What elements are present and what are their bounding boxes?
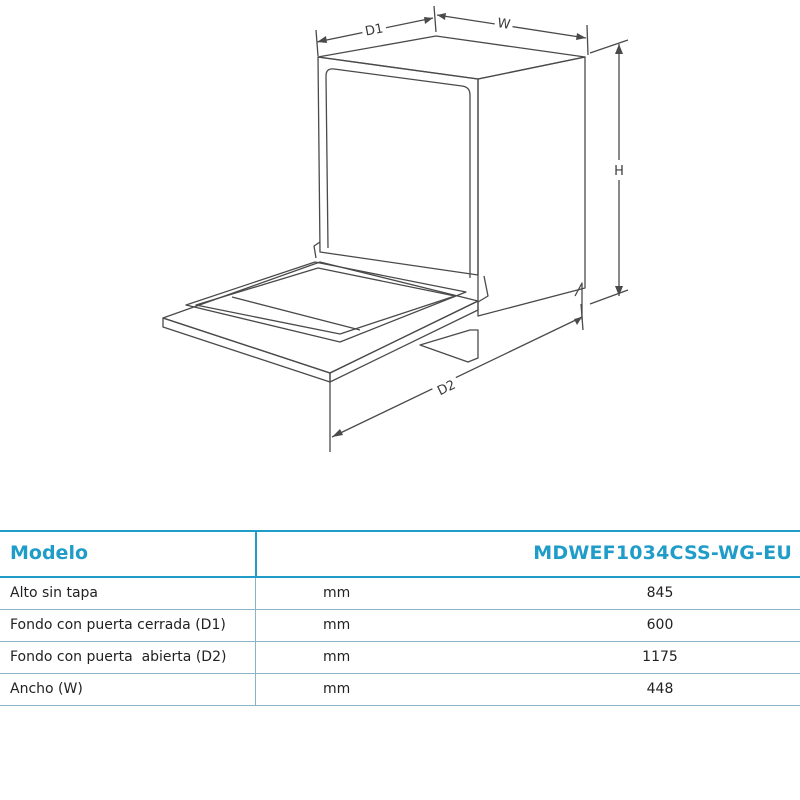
d1-arrow-left <box>317 36 327 43</box>
h-arrow-top <box>615 44 623 54</box>
w-tick-right <box>587 25 588 55</box>
h-tick-bottom <box>590 290 628 304</box>
d2-dimension-line <box>332 317 582 437</box>
row-divider <box>255 578 256 609</box>
spec-table-header <box>0 530 800 578</box>
cabinet-inner-opening <box>326 69 470 278</box>
row-name: Fondo con puerta abierta (D2) <box>10 649 227 665</box>
table-row <box>0 674 800 706</box>
hinge-right <box>478 276 488 302</box>
door-inner-panel <box>186 262 466 342</box>
row-value: 1175 <box>642 649 678 665</box>
row-name: Ancho (W) <box>10 681 83 697</box>
d2-label: D2 <box>435 377 459 400</box>
row-unit: mm <box>323 617 351 633</box>
d1-tick-left <box>316 30 318 56</box>
w-arrow-right <box>576 33 586 40</box>
table-row <box>0 578 800 610</box>
table-row <box>0 610 800 642</box>
d2-arrow-left <box>332 429 343 437</box>
d1-label: D1 <box>363 21 385 40</box>
w-label: W <box>496 16 512 33</box>
row-unit: mm <box>323 649 351 665</box>
d2-arrow-right <box>574 317 582 325</box>
w-arrow-left <box>437 13 446 20</box>
row-divider <box>255 610 256 641</box>
row-value: 600 <box>646 617 674 633</box>
cabinet-front-face <box>318 57 478 275</box>
cabinet-side-face <box>478 57 585 316</box>
row-value: 845 <box>646 585 674 601</box>
hinge-left <box>314 242 320 258</box>
row-name: Fondo con puerta cerrada (D1) <box>10 617 226 633</box>
model-name: MDWEF1034CSS-WG-EU <box>533 542 792 564</box>
model-header-label: Modelo <box>10 542 89 564</box>
row-unit: mm <box>323 681 351 697</box>
door-slab-top <box>163 262 478 373</box>
table-row <box>0 642 800 674</box>
d1-tick-right <box>434 6 436 32</box>
h-label: H <box>614 164 624 179</box>
h-tick-top <box>590 40 628 53</box>
row-value: 448 <box>646 681 674 697</box>
row-name: Alto sin tapa <box>10 585 99 601</box>
d1-arrow-right <box>424 17 433 24</box>
row-divider <box>255 674 256 705</box>
door-inner-panel-rim <box>196 268 455 334</box>
row-divider <box>255 642 256 673</box>
cabinet-base <box>420 330 478 362</box>
row-unit: mm <box>323 585 351 601</box>
header-divider <box>255 532 257 576</box>
